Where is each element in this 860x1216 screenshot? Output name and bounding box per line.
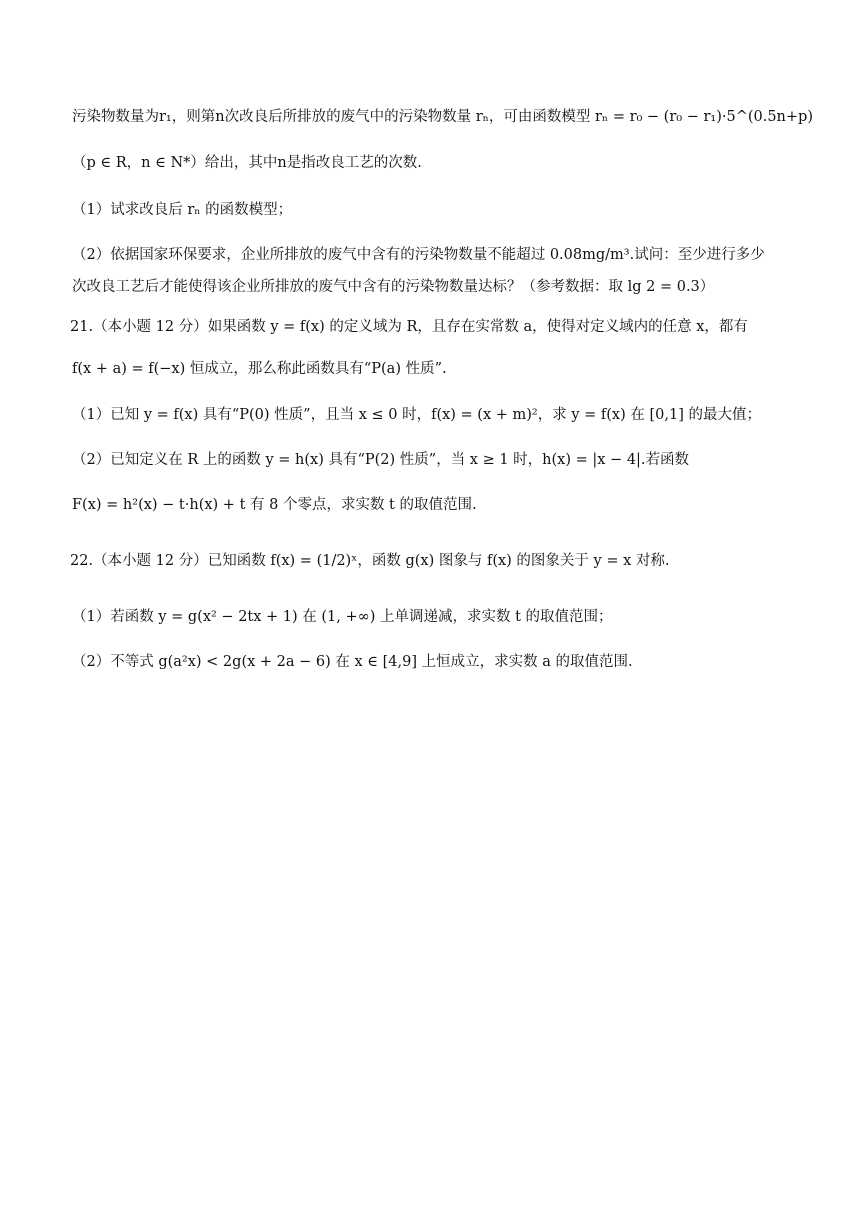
problem-20-part-2-line-2: 次改良工艺后才能使得该企业所排放的废气中含有的污染物数量达标？（参考数据：取 lg 2 = 0.3） [72,279,715,295]
problem-22-heading: 22.（本小题 12 分）已知函数 f(x) = (1/2)ˣ，函数 g(x) 图象与 f(x) 的图象关于 y = x 对称. [70,553,670,569]
problem-21-part-2-line-2: F(x) = h²(x) − t·h(x) + t 有 8 个零点，求实数 t 的取值范围. [72,497,477,513]
problem-20-intro-line-1: 污染物数量为r₁，则第n次改良后所排放的废气中的污染物数量 rₙ，可由函数模型 rₙ = r₀ − (r₀ − r₁)·5^(0.5n+p) [72,109,813,125]
problem-21-definition: f(x + a) = f(−x) 恒成立，那么称此函数具有“P(a) 性质”. [72,361,447,377]
problem-20-part-2-line-1: （2）依据国家环保要求，企业所排放的废气中含有的污染物数量不能超过 0.08mg/m³.试问：至少进行多少 [72,247,765,263]
problem-21-heading: 21.（本小题 12 分）如果函数 y = f(x) 的定义域为 R，且存在实常数 a，使得对定义域内的任意 x，都有 [70,319,748,335]
problem-22-part-1: （1）若函数 y = g(x² − 2tx + 1) 在 (1, +∞) 上单调递减，求实数 t 的取值范围； [72,609,613,625]
problem-22-part-2: （2）不等式 g(a²x) < 2g(x + 2a − 6) 在 x ∈ [4,9] 上恒成立，求实数 a 的取值范围. [72,654,633,670]
problem-20-intro-line-2: （p ∈ R，n ∈ N*）给出，其中n是指改良工艺的次数. [72,155,422,171]
problem-21-part-1: （1）已知 y = f(x) 具有“P(0) 性质”，且当 x ≤ 0 时，f(x) = (x + m)²，求 y = f(x) 在 [0,1] 的最大值； [72,407,761,423]
problem-21-part-2-line-1: （2）已知定义在 R 上的函数 y = h(x) 具有“P(2) 性质”，当 x ≥ 1 时，h(x) = |x − 4|.若函数 [72,452,690,468]
problem-20-part-1: （1）试求改良后 rₙ 的函数模型； [72,202,293,218]
